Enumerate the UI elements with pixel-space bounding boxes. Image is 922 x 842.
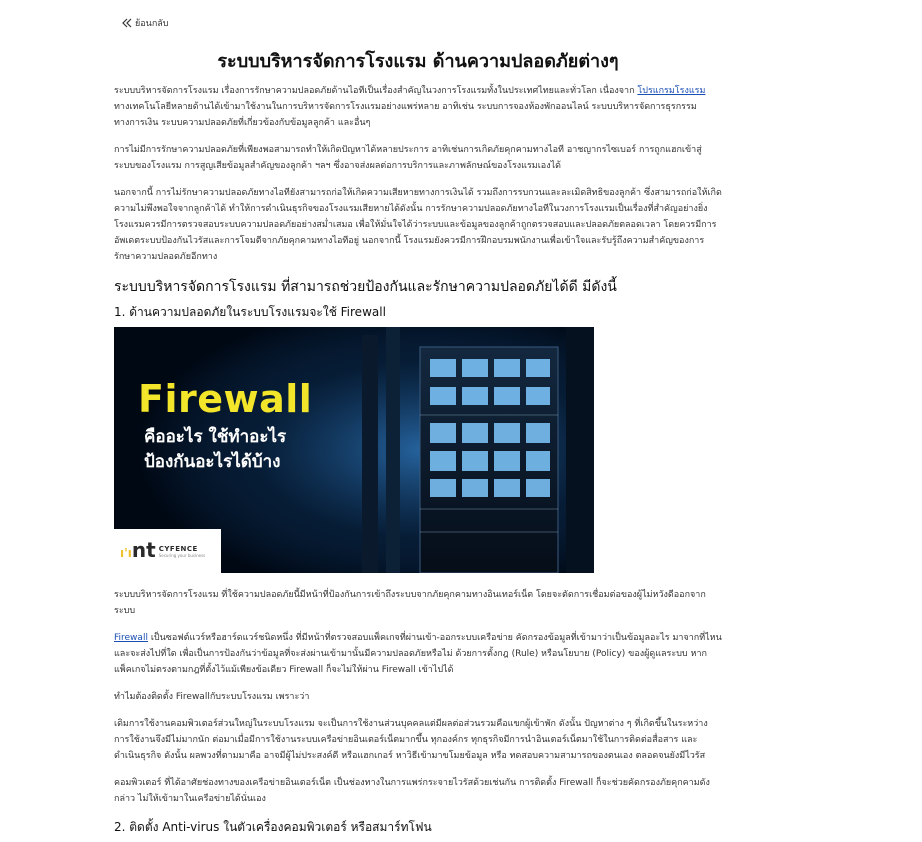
banner-subtitle (144, 425, 344, 475)
sub-heading-2: 2. ติดตั้ง Anti-virus ในตัวเครื่องคอมพิวเตอร์ หรือสมาร์ทโฟน (114, 820, 432, 834)
paragraph-5 (114, 630, 722, 678)
banner-subtitle-line-1: คืออะไร ใช้ทำอะไร (144, 427, 287, 447)
double-chevron-left-icon (122, 18, 132, 28)
intro-text-before-link: ระบบบริหารจัดการโรงแรม เรื่องการรักษาความปลอดภัยด้านไอทีเป็นเรื่องสำคัญในวงการโรงแรมทั้งในประเทศไทยและทั่วโลก เนื่องจาก (114, 86, 638, 96)
page-title: ระบบบริหารจัดการโรงแรม ด้านความปลอดภัยต่างๆ (217, 51, 619, 72)
paragraph-3: นอกจากนี้ การไม่รักษาความปลอดภัยทางไอทียังสามารถก่อให้เกิดความเสียหายทางการเงินได้ รวมถึงการรบกวนและละเมิดสิทธิของลูกค้า ซึ่งสามารถก่อให้เกิดความไม่พึงพอใจจากลูกค้าได้ ทำให้การดำเนินธุรกิจของโรงแรมเสียหายได้ดังนั้น การรักษาความปลอดภัยทางไอทีในวงการโรงแรมเป็นเรื่องที่สำคัญอย่างยิ่ง โรงแรมควรมีการตรวจสอบระบบความปลอดภัยอย่างสม่ำเสมอ เพื่อให้มั่นใจได้ว่าระบบและข้อมูลของลูกค้าถูกตรวจสอบและปลอดภัยตลอดเวลา โดยควรมีการอัพเดตระบบป้องกันไวรัสและการโจมตีจากภัยคุกคามทางไอทีอยู่ นอกจากนี้ โรงแรมยังควรมีการฝึกอบรมพนักงานเพื่อเข้าใจและรับรู้ถึงความสำคัญของการรักษาความปลอดภัยอีกทาง (114, 188, 722, 262)
intro-paragraph (114, 83, 722, 131)
banner-subtitle-line-2: ป้องกันอะไรได้บ้าง (144, 452, 281, 472)
section-heading: ระบบบริหารจัดการโรงแรม ที่สามารถช่วยป้องกันและรักษาความปลอดภัยได้ดี มีดังนี้ (114, 279, 617, 295)
paragraph-2: การไม่มีการรักษาความปลอดภัยที่เพียงพอสามารถทำให้เกิดปัญหาได้หลายประการ อาทิเช่นการเกิดภัยคุกคามทางไอที อาชญากรไซเบอร์ การถูกแฮกเข้าสู่ระบบของโรงแรม การสูญเสียข้อมูลสำคัญของลูกค้า ฯลฯ ซึ่งอาจส่งผลต่อการบริการและภาพลักษณ์ของโรงแรมเองได้ (114, 145, 702, 171)
back-label: ย้อนกลับ (135, 19, 169, 29)
logo-brand: CYFENCE (158, 544, 198, 553)
paragraph-5-text: เป็นซอฟต์แวร์หรือฮาร์ดแวร์ชนิดหนึ่ง ที่มีหน้าที่ตรวจสอบแพ็คเกจที่ผ่านเข้า-ออกระบบเครือข่าย คัดกรองข้อมูลที่เข้ามาว่าเป็นข้อมูลอะไร มาจากที่ไหนและจะส่งไปที่ใด เพื่อเป็นการป้องกันว่าข้อมูลที่จะส่งผ่านเข้ามานั้นมีความปลอดภัยหรือไม่ ด้วยการตั้งกฎ (Rule) หรือนโยบาย (Policy) ของผู้ดูแลระบบ หากแพ็คเกจไม่ตรงตามกฎที่ตั้งไว้แม้เพียงข้อเดียว Firewall ก็จะไม่ให้ผ่าน Firewall เข้าไปได้ (114, 633, 722, 675)
banner-title: Firewall (138, 377, 313, 421)
intro-text-after-link: ทางเทคโนโลยีหลายด้านได้เข้ามาใช้งานในการบริหารจัดการโรงแรมอย่างแพร่หลาย อาทิเช่น ระบบการจองห้องพักออนไลน์ ระบบบริหารจัดการธุรกรรมทางการเงิน ระบบความปลอดภัยที่เกี่ยวข้องกับข้อมูลลูกค้า และอื่นๆ (114, 102, 697, 128)
logo-tagline: Securing your business (158, 552, 206, 558)
article (114, 50, 722, 842)
logo-mark: ı'ınt (120, 537, 156, 562)
paragraph-7: เดิมการใช้งานคอมพิวเตอร์ส่วนใหญ่ในระบบโรงแรม จะเป็นการใช้งานส่วนบุคคลแต่มีผลต่อส่วนรวมคือแขกผู้เข้าพัก ดังนั้น ปัญหาต่าง ๆ ที่เกิดขึ้นในระหว่างการใช้งานจึงมีไม่มากนัก ต่อมาเมื่อมีการใช้งานระบบเครือข่ายอินเตอร์เน็ตมากขึ้น ทุกองค์กร ทุกธุรกิจมีการนำอินเตอร์เน็ตมาใช้ในการติดต่อสื่อสาร และ ดำเนินธุรกิจ ดังนั้น ผลพวงที่ตามมาคือ อาจมีผู้ไม่ประสงค์ดี หรือแฮกเกอร์ หาวิธีเข้ามาขโมยข้อมูล หรือ ทดสอบความสามารถของตนเอง ตลอดจนยังมีไวรัส (114, 719, 708, 761)
paragraph-6: ทำไมต้องติดตั้ง Firewallกับระบบโรงแรม เพราะว่า (114, 692, 310, 702)
paragraph-8: คอมพิวเตอร์ ที่ได้อาศัยช่องทางของเครือข่ายอินเตอร์เน็ต เป็นช่องทางในการแพร่กระจายไวรัสด้วยเช่นกัน การติดตั้ง Firewall ก็จะช่วยคัดกรองภัยคุกคามดังกล่าว ไม่ให้เข้ามาในเครือข่ายได้นั่นเอง (114, 778, 710, 804)
sub-heading-1: 1. ด้านความปลอดภัยในระบบโรงแรมจะใช้ Firewall (114, 305, 386, 319)
hotel-program-link[interactable]: โปรแกรมโรงแรม (637, 86, 706, 96)
nt-cyfence-logo (114, 529, 221, 573)
paragraph-4: ระบบบริหารจัดการโรงแรม ที่ใช้ความปลอดภัยนี้มีหน้าที่ป้องกันการเข้าถึงระบบจากภัยคุกคามทางอินเทอร์เน็ต โดยจะตัดการเชื่อมต่อของผู้ไม่หวังดีออกจากระบบ (114, 590, 706, 616)
firewall-link[interactable]: Firewall (114, 633, 148, 643)
firewall-banner-image (114, 327, 594, 573)
back-link[interactable] (122, 16, 169, 30)
